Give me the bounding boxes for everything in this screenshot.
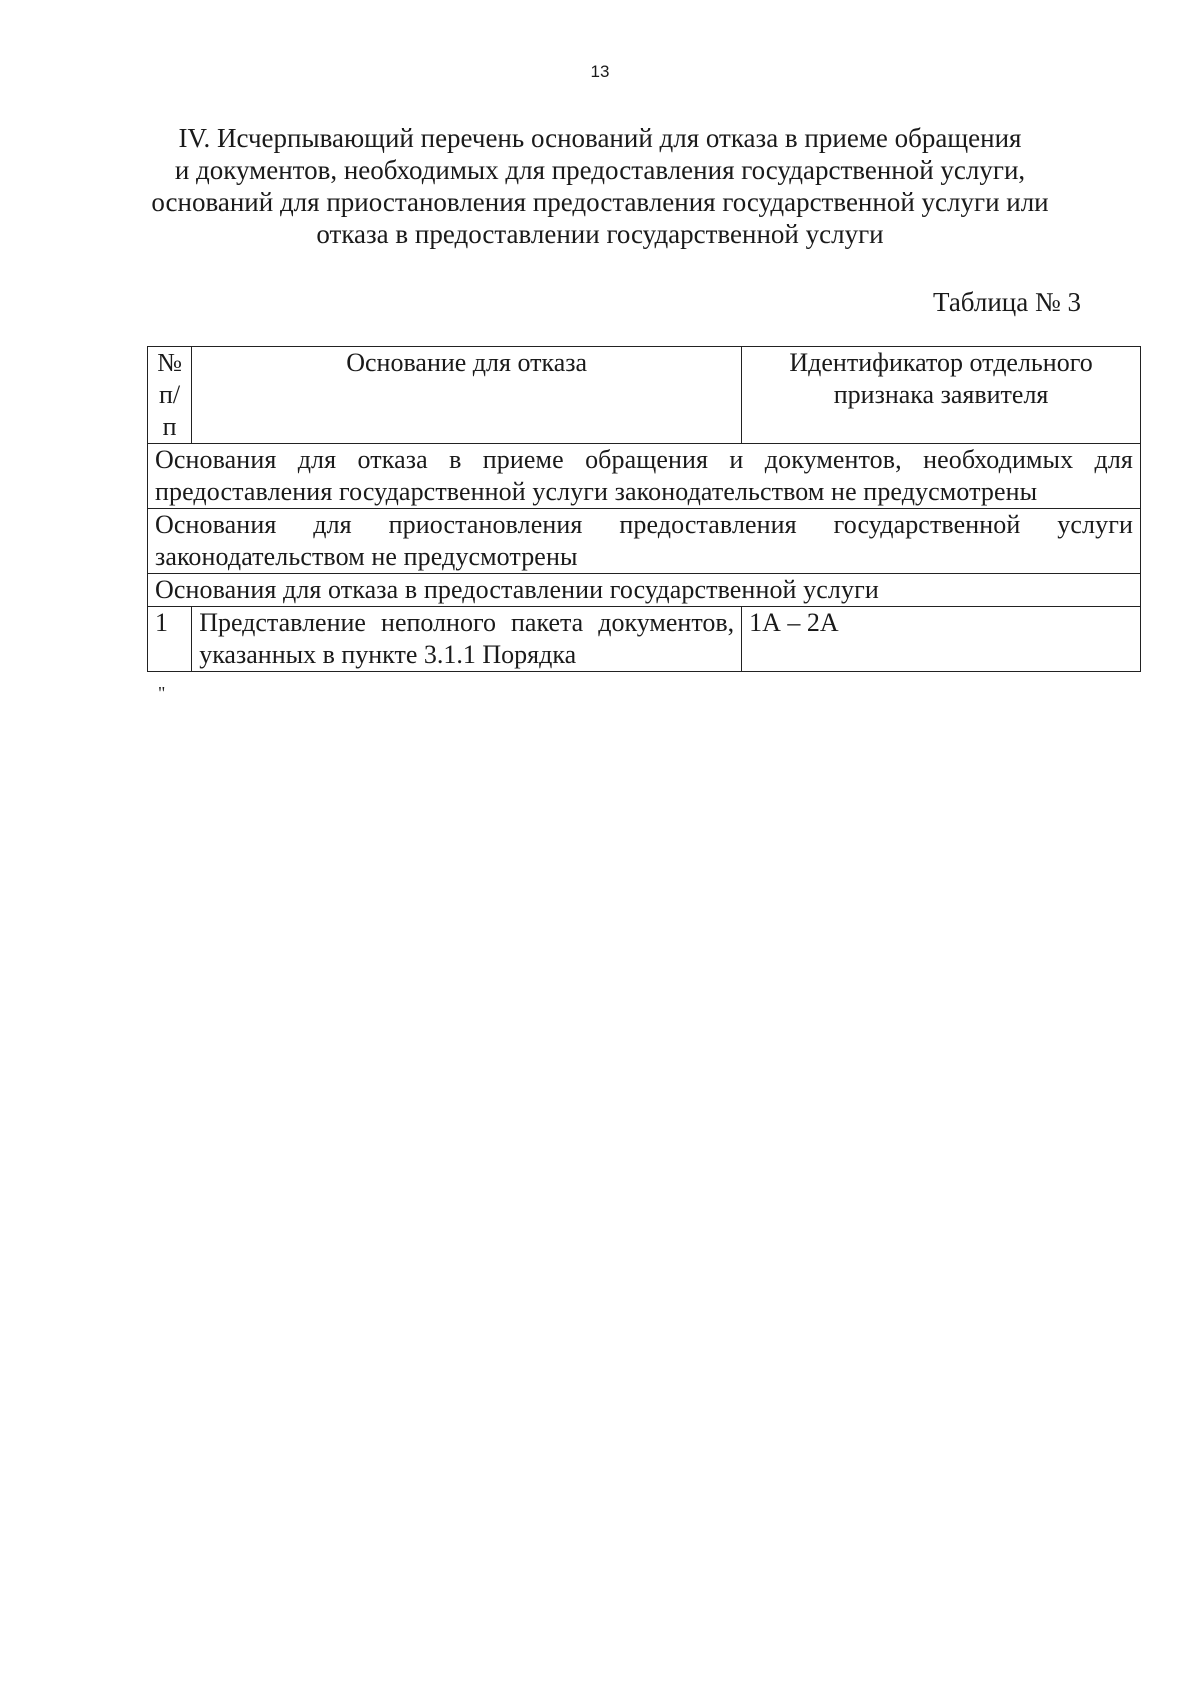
row-identifier: 1А – 2А <box>742 607 1141 672</box>
header-identifier: Идентификатор отдельного признака заявителя <box>742 347 1141 444</box>
section-row-text: Основания для приостановления предоставления государственной услуги законодательством не предусмотрены <box>148 509 1141 574</box>
section-row-text: Основания для отказа в предоставлении государственной услуги <box>148 574 1141 607</box>
row-reason: Представление неполного пакета документов, указанных в пункте 3.1.1 Порядка <box>192 607 742 672</box>
section-title <box>150 122 1050 250</box>
page-number: 13 <box>590 62 610 81</box>
header-reason: Основание для отказа <box>192 347 742 444</box>
closing-quote-mark: " <box>158 683 166 703</box>
table-header-row <box>148 347 1141 444</box>
section-row-text: Основания для отказа в приеме обращения и документов, необходимых для предоставления государственной услуги законодательством не предусмотрены <box>148 444 1141 509</box>
section-title-line: и документов, необходимых для предоставления государственной услуги, <box>174 155 1026 185</box>
table-row <box>148 607 1141 672</box>
table-section-row <box>148 444 1141 509</box>
table-caption: Таблица № 3 <box>933 287 1081 317</box>
refusal-grounds-table <box>147 346 1141 672</box>
header-number: № п/п <box>148 347 192 444</box>
table-section-row <box>148 509 1141 574</box>
section-title-line: IV. Исчерпывающий перечень оснований для отказа в приеме обращения <box>178 123 1022 153</box>
section-title-line: отказа в предоставлении государственной услуги <box>316 219 884 249</box>
section-title-line: оснований для приостановления предоставления государственной услуги или <box>151 187 1049 217</box>
row-number: 1 <box>148 607 192 672</box>
table-section-row <box>148 574 1141 607</box>
